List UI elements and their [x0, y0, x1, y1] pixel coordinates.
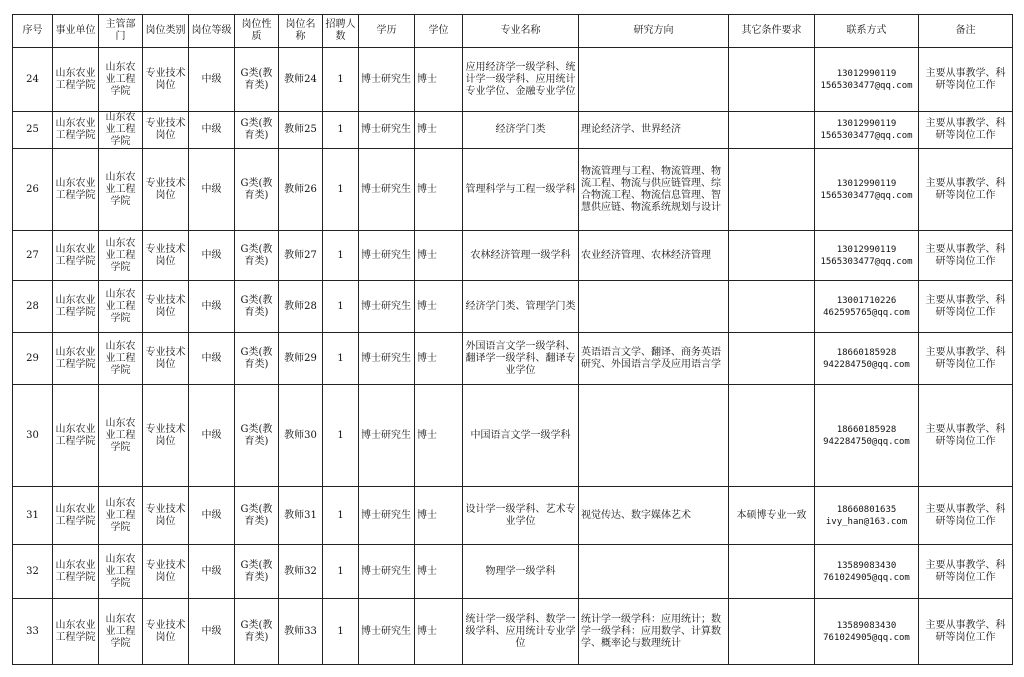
cell-unit: 山东农业工程学院 [53, 149, 99, 231]
cell-edu: 博士研究生 [359, 48, 415, 112]
cell-contact [815, 112, 919, 149]
cell-count: 1 [323, 545, 359, 599]
cell-other [729, 48, 815, 112]
header-col-count: 招聘人数 [323, 15, 359, 48]
cell-category: 专业技术岗位 [143, 545, 189, 599]
cell-other [729, 599, 815, 665]
cell-contact [815, 231, 919, 281]
cell-level: 中级 [189, 112, 235, 149]
cell-name: 教师26 [279, 149, 323, 231]
cell-nature: G类(教育类) [235, 149, 279, 231]
cell-degree: 博士 [415, 545, 463, 599]
cell-count: 1 [323, 487, 359, 545]
cell-contact [815, 385, 919, 487]
cell-level: 中级 [189, 149, 235, 231]
cell-count: 1 [323, 149, 359, 231]
cell-contact [815, 599, 919, 665]
cell-no: 29 [13, 333, 53, 385]
cell-other [729, 281, 815, 333]
table-row [13, 487, 1013, 545]
cell-major: 农林经济管理一级学科 [463, 231, 579, 281]
cell-unit: 山东农业工程学院 [53, 545, 99, 599]
cell-research: 视觉传达、数字媒体艺术 [579, 487, 729, 545]
cell-major: 设计学一级学科、艺术专业学位 [463, 487, 579, 545]
cell-count: 1 [323, 599, 359, 665]
cell-note: 主要从事教学、科研等岗位工作 [919, 333, 1013, 385]
header-col-edu: 学历 [359, 15, 415, 48]
cell-category: 专业技术岗位 [143, 112, 189, 149]
cell-level: 中级 [189, 385, 235, 487]
cell-level: 中级 [189, 545, 235, 599]
contact-email: 942284750@qq.com [823, 436, 910, 447]
cell-research [579, 545, 729, 599]
cell-name: 教师25 [279, 112, 323, 149]
header-col-contact: 联系方式 [815, 15, 919, 48]
cell-nature: G类(教育类) [235, 385, 279, 487]
cell-edu: 博士研究生 [359, 487, 415, 545]
cell-edu: 博士研究生 [359, 333, 415, 385]
contact-phone: 13012990119 [836, 119, 897, 129]
cell-dept: 山东农业工程学院 [99, 112, 143, 149]
contact-email: 1565303477@qq.com [820, 80, 913, 91]
cell-level: 中级 [189, 231, 235, 281]
cell-note: 主要从事教学、科研等岗位工作 [919, 281, 1013, 333]
cell-dept: 山东农业工程学院 [99, 149, 143, 231]
cell-contact [815, 281, 919, 333]
cell-dept: 山东农业工程学院 [99, 599, 143, 665]
cell-note: 主要从事教学、科研等岗位工作 [919, 385, 1013, 487]
cell-name: 教师32 [279, 545, 323, 599]
cell-level: 中级 [189, 599, 235, 665]
cell-name: 教师27 [279, 231, 323, 281]
cell-contact [815, 545, 919, 599]
contact-email: 1565303477@qq.com [820, 256, 913, 267]
contact-phone: 13589083430 [836, 620, 897, 631]
header-col-category: 岗位类别 [143, 15, 189, 48]
cell-nature: G类(教育类) [235, 112, 279, 149]
cell-unit: 山东农业工程学院 [53, 48, 99, 112]
cell-dept: 山东农业工程学院 [99, 281, 143, 333]
contact-email: ivy_han@163.com [825, 516, 908, 527]
cell-other: 本硕博专业一致 [729, 487, 815, 545]
cell-no: 32 [13, 545, 53, 599]
cell-note: 主要从事教学、科研等岗位工作 [919, 545, 1013, 599]
cell-level: 中级 [189, 333, 235, 385]
cell-contact [815, 48, 919, 112]
contact-email: 761024905@qq.com [823, 572, 910, 583]
cell-degree: 博士 [415, 599, 463, 665]
cell-other [729, 385, 815, 487]
header-col-major: 专业名称 [463, 15, 579, 48]
cell-count: 1 [323, 385, 359, 487]
header-col-no: 序号 [13, 15, 53, 48]
cell-dept: 山东农业工程学院 [99, 385, 143, 487]
table-row [13, 385, 1013, 487]
cell-note: 主要从事教学、科研等岗位工作 [919, 231, 1013, 281]
cell-level: 中级 [189, 48, 235, 112]
cell-category: 专业技术岗位 [143, 487, 189, 545]
cell-unit: 山东农业工程学院 [53, 599, 99, 665]
cell-major: 管理科学与工程一级学科 [463, 149, 579, 231]
cell-nature: G类(教育类) [235, 545, 279, 599]
contact-phone: 13012990119 [836, 244, 897, 255]
cell-no: 30 [13, 385, 53, 487]
cell-category: 专业技术岗位 [143, 231, 189, 281]
recruitment-table-wrapper [12, 14, 1013, 665]
table-row [13, 149, 1013, 231]
cell-dept: 山东农业工程学院 [99, 333, 143, 385]
cell-research: 理论经济学、世界经济 [579, 112, 729, 149]
cell-count: 1 [323, 281, 359, 333]
cell-note: 主要从事教学、科研等岗位工作 [919, 149, 1013, 231]
cell-research: 英语语言文学、翻译、商务英语研究、外国语言学及应用语言学 [579, 333, 729, 385]
contact-email: 1565303477@qq.com [820, 190, 913, 201]
cell-degree: 博士 [415, 149, 463, 231]
cell-no: 27 [13, 231, 53, 281]
cell-edu: 博士研究生 [359, 385, 415, 487]
cell-major: 外国语言文学一级学科、翻译学一级学科、翻译专业学位 [463, 333, 579, 385]
cell-note: 主要从事教学、科研等岗位工作 [919, 112, 1013, 149]
table-row [13, 545, 1013, 599]
cell-other [729, 112, 815, 149]
cell-category: 专业技术岗位 [143, 149, 189, 231]
contact-email: 1565303477@qq.com [820, 131, 913, 141]
cell-research [579, 281, 729, 333]
cell-edu: 博士研究生 [359, 231, 415, 281]
cell-research: 农业经济管理、农林经济管理 [579, 231, 729, 281]
table-body [13, 48, 1013, 665]
cell-category: 专业技术岗位 [143, 333, 189, 385]
cell-unit: 山东农业工程学院 [53, 281, 99, 333]
table-row [13, 231, 1013, 281]
cell-degree: 博士 [415, 385, 463, 487]
cell-major: 中国语言文学一级学科 [463, 385, 579, 487]
cell-unit: 山东农业工程学院 [53, 112, 99, 149]
table-row [13, 599, 1013, 665]
cell-research: 统计学一级学科：应用统计；数学一级学科：应用数学、计算数学、概率论与数理统计 [579, 599, 729, 665]
cell-contact [815, 149, 919, 231]
cell-degree: 博士 [415, 112, 463, 149]
cell-degree: 博士 [415, 333, 463, 385]
cell-no: 26 [13, 149, 53, 231]
cell-major: 统计学一级学科、数学一级学科、应用统计专业学位 [463, 599, 579, 665]
cell-edu: 博士研究生 [359, 599, 415, 665]
cell-category: 专业技术岗位 [143, 385, 189, 487]
cell-major: 应用经济学一级学科、统计学一级学科、应用统计专业学位、金融专业学位 [463, 48, 579, 112]
header-col-dept: 主管部门 [99, 15, 143, 48]
contact-phone: 13589083430 [836, 560, 897, 571]
cell-dept: 山东农业工程学院 [99, 487, 143, 545]
cell-edu: 博士研究生 [359, 545, 415, 599]
header-col-note: 备注 [919, 15, 1013, 48]
cell-unit: 山东农业工程学院 [53, 333, 99, 385]
cell-name: 教师24 [279, 48, 323, 112]
contact-phone: 18660185928 [836, 347, 897, 358]
cell-nature: G类(教育类) [235, 231, 279, 281]
cell-nature: G类(教育类) [235, 281, 279, 333]
contact-phone: 13012990119 [836, 68, 897, 79]
cell-category: 专业技术岗位 [143, 281, 189, 333]
cell-category: 专业技术岗位 [143, 599, 189, 665]
cell-other [729, 149, 815, 231]
table-row [13, 112, 1013, 149]
cell-research: 物流管理与工程、物流管理、物流工程、物流与供应链管理、综合物流工程、物流信息管理、智慧供应链、物流系统规划与设计 [579, 149, 729, 231]
header-row [13, 15, 1013, 48]
header-col-degree: 学位 [415, 15, 463, 48]
cell-category: 专业技术岗位 [143, 48, 189, 112]
cell-other [729, 545, 815, 599]
cell-no: 33 [13, 599, 53, 665]
cell-count: 1 [323, 333, 359, 385]
contact-phone: 18660185928 [836, 424, 897, 435]
cell-unit: 山东农业工程学院 [53, 385, 99, 487]
recruitment-table [12, 14, 1013, 665]
cell-degree: 博士 [415, 231, 463, 281]
cell-note: 主要从事教学、科研等岗位工作 [919, 487, 1013, 545]
cell-major: 经济学门类 [463, 112, 579, 149]
contact-email: 942284750@qq.com [823, 359, 910, 370]
table-row [13, 281, 1013, 333]
header-col-level: 岗位等级 [189, 15, 235, 48]
contact-email: 462595765@qq.com [823, 307, 910, 318]
cell-research [579, 385, 729, 487]
contact-phone: 13001710226 [836, 295, 897, 306]
cell-level: 中级 [189, 487, 235, 545]
table-row [13, 333, 1013, 385]
cell-name: 教师33 [279, 599, 323, 665]
cell-edu: 博士研究生 [359, 281, 415, 333]
contact-phone: 18660801635 [836, 504, 897, 515]
cell-count: 1 [323, 48, 359, 112]
header-col-other: 其它条件要求 [729, 15, 815, 48]
table-row [13, 48, 1013, 112]
cell-research [579, 48, 729, 112]
cell-other [729, 333, 815, 385]
cell-no: 28 [13, 281, 53, 333]
cell-note: 主要从事教学、科研等岗位工作 [919, 48, 1013, 112]
cell-name: 教师30 [279, 385, 323, 487]
cell-name: 教师28 [279, 281, 323, 333]
cell-major: 经济学门类、管理学门类 [463, 281, 579, 333]
contact-email: 761024905@qq.com [823, 632, 910, 643]
cell-contact [815, 487, 919, 545]
cell-other [729, 231, 815, 281]
cell-count: 1 [323, 231, 359, 281]
cell-dept: 山东农业工程学院 [99, 231, 143, 281]
cell-unit: 山东农业工程学院 [53, 231, 99, 281]
cell-nature: G类(教育类) [235, 333, 279, 385]
cell-nature: G类(教育类) [235, 487, 279, 545]
cell-name: 教师29 [279, 333, 323, 385]
cell-no: 24 [13, 48, 53, 112]
cell-level: 中级 [189, 281, 235, 333]
cell-degree: 博士 [415, 487, 463, 545]
cell-edu: 博士研究生 [359, 149, 415, 231]
cell-degree: 博士 [415, 48, 463, 112]
cell-dept: 山东农业工程学院 [99, 545, 143, 599]
header-col-research: 研究方向 [579, 15, 729, 48]
cell-dept: 山东农业工程学院 [99, 48, 143, 112]
cell-note: 主要从事教学、科研等岗位工作 [919, 599, 1013, 665]
contact-phone: 13012990119 [836, 178, 897, 189]
cell-no: 31 [13, 487, 53, 545]
cell-nature: G类(教育类) [235, 599, 279, 665]
cell-name: 教师31 [279, 487, 323, 545]
cell-unit: 山东农业工程学院 [53, 487, 99, 545]
header-col-unit: 事业单位 [53, 15, 99, 48]
cell-major: 物理学一级学科 [463, 545, 579, 599]
header-col-nature: 岗位性质 [235, 15, 279, 48]
cell-degree: 博士 [415, 281, 463, 333]
cell-edu: 博士研究生 [359, 112, 415, 149]
header-col-name: 岗位名称 [279, 15, 323, 48]
cell-no: 25 [13, 112, 53, 149]
cell-count: 1 [323, 112, 359, 149]
cell-nature: G类(教育类) [235, 48, 279, 112]
cell-contact [815, 333, 919, 385]
